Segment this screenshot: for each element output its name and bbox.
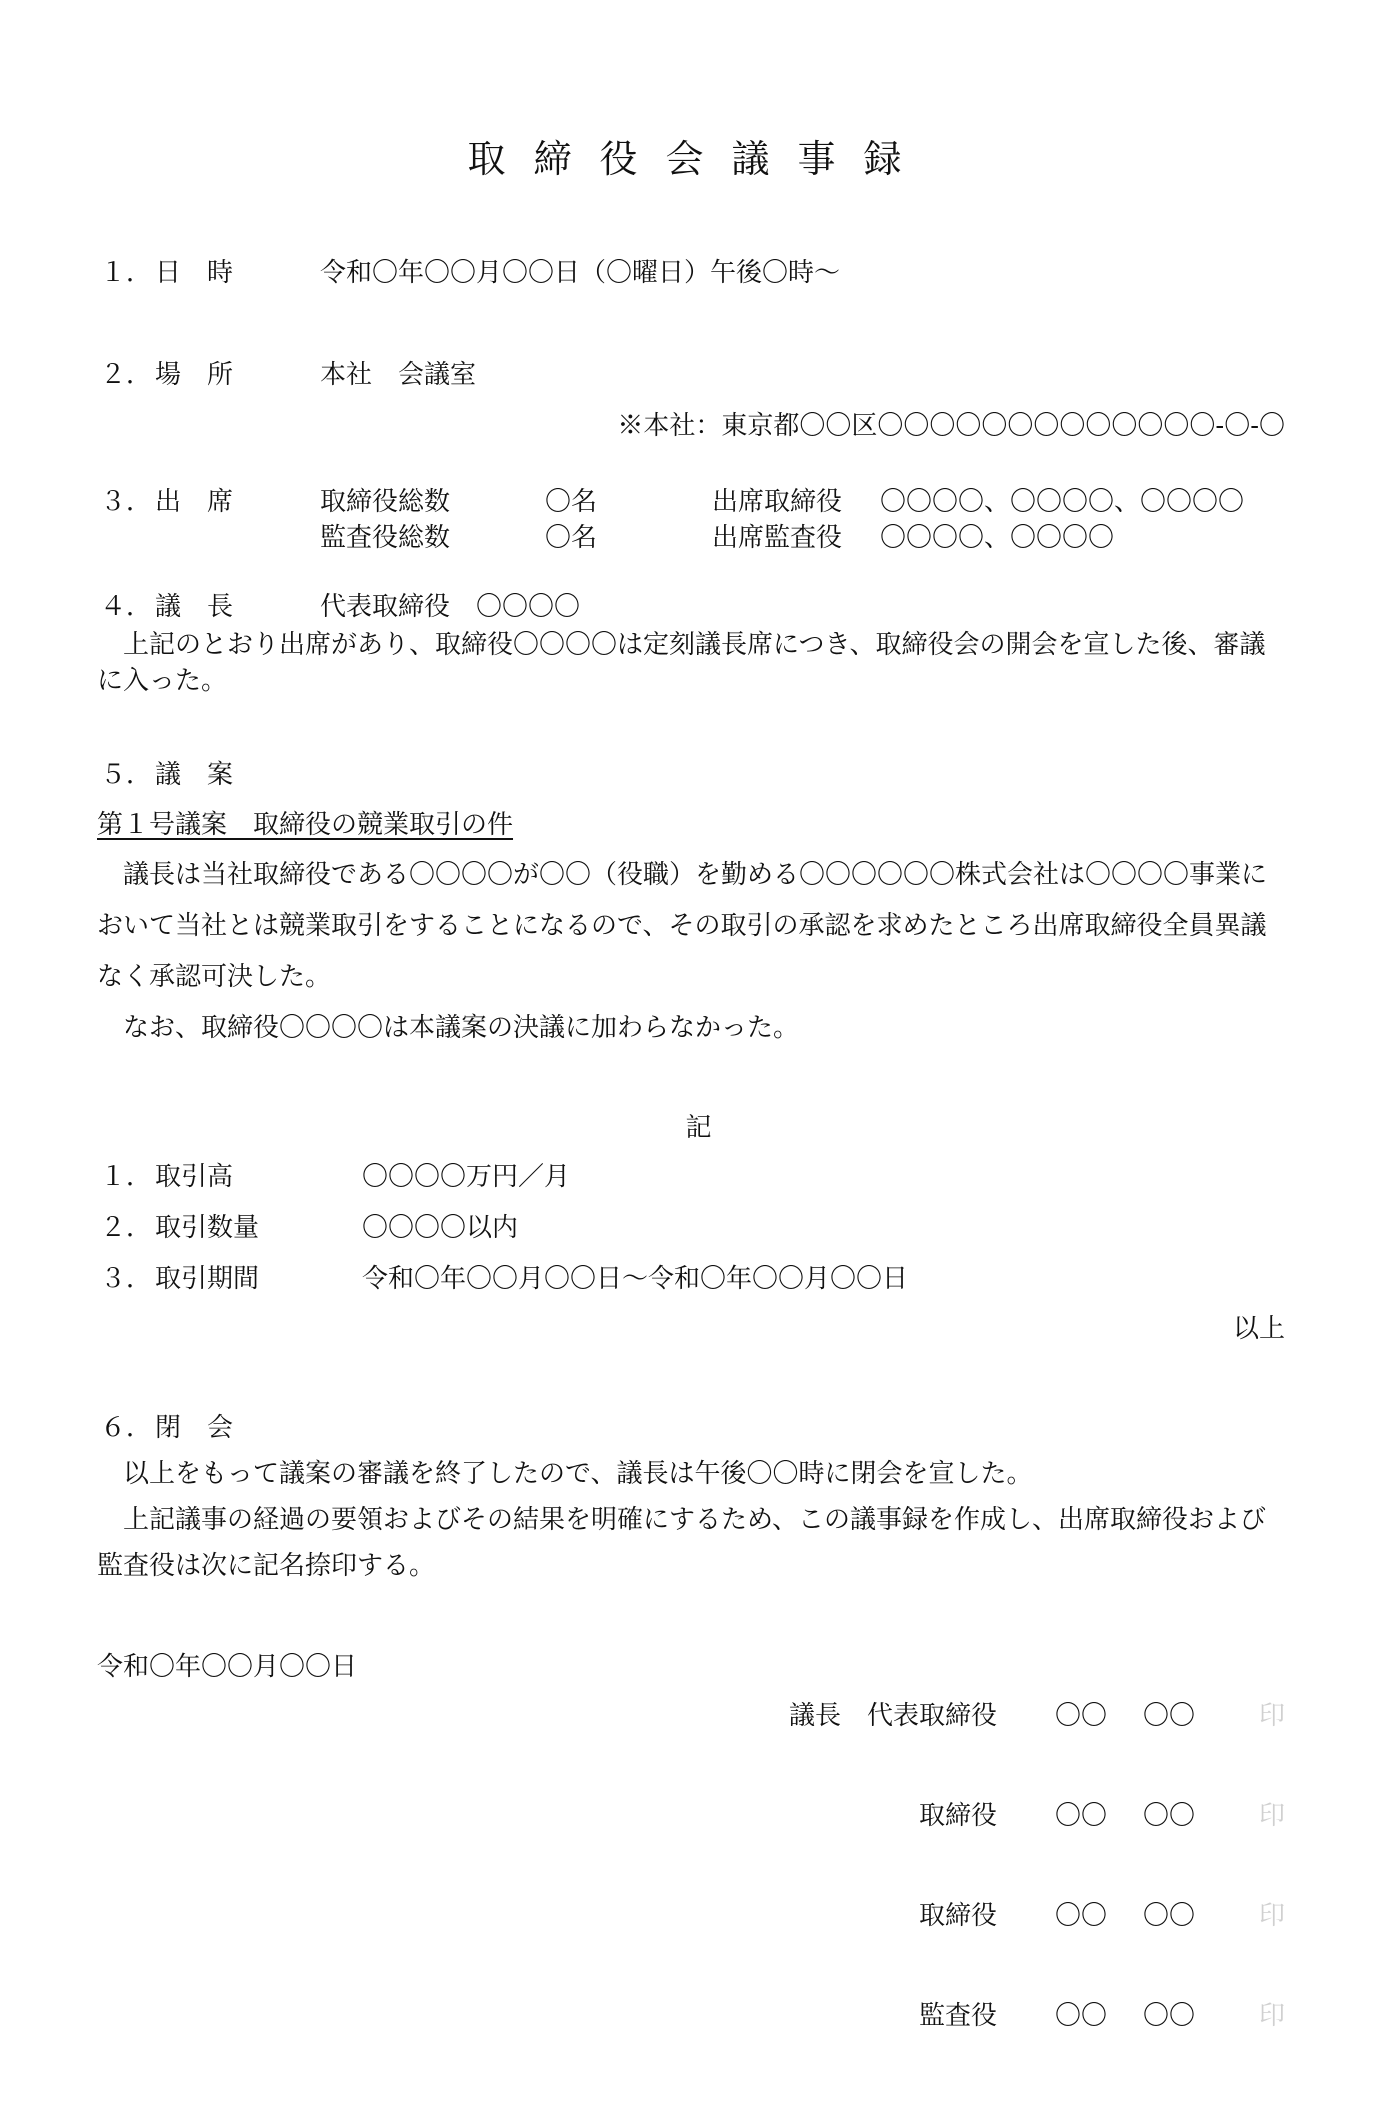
total-directors-label: 取締役総数 xyxy=(320,487,451,517)
signature-name-1: 〇〇 xyxy=(1054,1901,1107,1931)
item-2-label: 取引数量 xyxy=(155,1213,260,1243)
section-5-label: 議 案 xyxy=(155,760,234,790)
section-6-label: 閉 会 xyxy=(155,1413,234,1443)
section-4-label: 議 長 xyxy=(155,592,234,622)
item-2-number: ２． xyxy=(100,1213,153,1243)
signature-name-2: 〇〇 xyxy=(1142,1801,1195,1831)
signature-name-2: 〇〇 xyxy=(1142,1701,1195,1731)
agenda-paragraph-1: 議長は当社取締役である〇〇〇〇が〇〇（役職）を勤める〇〇〇〇〇〇株式会社は〇〇〇〇事業において当社とは競業取引をすることになるので、その取引の承認を求めたところ出席取締役全員異議なく承認可決した。 xyxy=(97,860,1268,992)
closing-paragraph-1: 以上をもって議案の審議を終了したので、議長は午後〇〇時に閉会を宣した。 xyxy=(123,1459,1033,1489)
signature-role: 取締役 xyxy=(918,1801,997,1831)
section-2-value: 本社 会議室 xyxy=(320,360,477,390)
item-3-number: ３． xyxy=(100,1264,153,1294)
section-4-number: ４． xyxy=(100,592,153,622)
agenda-item-title: 第１号議案 取締役の競業取引の件 xyxy=(97,810,514,840)
document-title: 取締役会議事録 xyxy=(467,137,930,181)
signature-name-1: 〇〇 xyxy=(1054,1801,1107,1831)
attending-directors-label: 出席取締役 xyxy=(712,487,843,517)
item-2-value: 〇〇〇〇以内 xyxy=(362,1213,519,1243)
total-directors-value: 〇名 xyxy=(545,487,598,517)
item-3-label: 取引期間 xyxy=(155,1264,260,1294)
seal-mark: 印 xyxy=(1258,2001,1285,2031)
item-3-value: 令和〇年〇〇月〇〇日～令和〇年〇〇月〇〇日 xyxy=(362,1264,909,1294)
section-1-label: 日 時 xyxy=(155,258,234,288)
chair-paragraph: 上記のとおり出席があり、取締役〇〇〇〇は定刻議長席につき、取締役会の開会を宣した後、審議に入った。 xyxy=(97,630,1266,696)
section-3-label: 出 席 xyxy=(155,487,234,517)
signature-role: 取締役 xyxy=(918,1901,997,1931)
item-1-value: 〇〇〇〇万円／月 xyxy=(362,1162,571,1192)
signature-name-2: 〇〇 xyxy=(1142,1901,1195,1931)
signature-name-1: 〇〇 xyxy=(1054,1701,1107,1731)
signature-role: 議長 代表取締役 xyxy=(788,1701,997,1731)
item-1-label: 取引高 xyxy=(155,1162,234,1192)
attending-directors-value: 〇〇〇〇、〇〇〇〇、〇〇〇〇 xyxy=(880,487,1245,517)
signature-name-2: 〇〇 xyxy=(1142,2001,1195,2031)
section-1-number: １． xyxy=(100,258,153,288)
signature-row-director-2 xyxy=(919,1903,1285,1929)
section-6-number: ６． xyxy=(100,1413,153,1443)
ki-heading: 記 xyxy=(685,1113,712,1143)
section-4-value: 代表取締役 〇〇〇〇 xyxy=(320,592,581,622)
section-2-label: 場 所 xyxy=(155,360,234,390)
signature-row-chair xyxy=(789,1703,1285,1729)
section-2-number: ２． xyxy=(100,360,153,390)
address-note: ※本社：東京都〇〇区〇〇〇〇〇〇〇〇〇〇〇〇〇-〇-〇 xyxy=(617,411,1285,441)
seal-mark: 印 xyxy=(1258,1701,1285,1731)
attending-auditors-label: 出席監査役 xyxy=(712,523,843,553)
seal-mark: 印 xyxy=(1258,1901,1285,1931)
end-marker: 以上 xyxy=(1232,1314,1285,1344)
signature-row-auditor xyxy=(919,2003,1285,2029)
item-1-number: １． xyxy=(100,1162,153,1192)
signature-role: 監査役 xyxy=(918,2001,997,2031)
document-date: 令和〇年〇〇月〇〇日 xyxy=(97,1652,358,1682)
section-3-number: ３． xyxy=(100,487,153,517)
closing-paragraph-2: 上記議事の経過の要領およびその結果を明確にするため、この議事録を作成し、出席取締役および監査役は次に記名捺印する。 xyxy=(97,1505,1266,1581)
signature-name-1: 〇〇 xyxy=(1054,2001,1107,2031)
attending-auditors-value: 〇〇〇〇、〇〇〇〇 xyxy=(880,523,1115,553)
total-auditors-label: 監査役総数 xyxy=(320,523,451,553)
signature-row-director-1 xyxy=(919,1803,1285,1829)
agenda-paragraph-2: なお、取締役〇〇〇〇は本議案の決議に加わらなかった。 xyxy=(123,1013,800,1043)
section-1-value: 令和〇年〇〇月〇〇日（〇曜日）午後〇時～ xyxy=(320,258,841,288)
total-auditors-value: 〇名 xyxy=(545,523,598,553)
seal-mark: 印 xyxy=(1258,1801,1285,1831)
section-5-number: ５． xyxy=(100,760,153,790)
